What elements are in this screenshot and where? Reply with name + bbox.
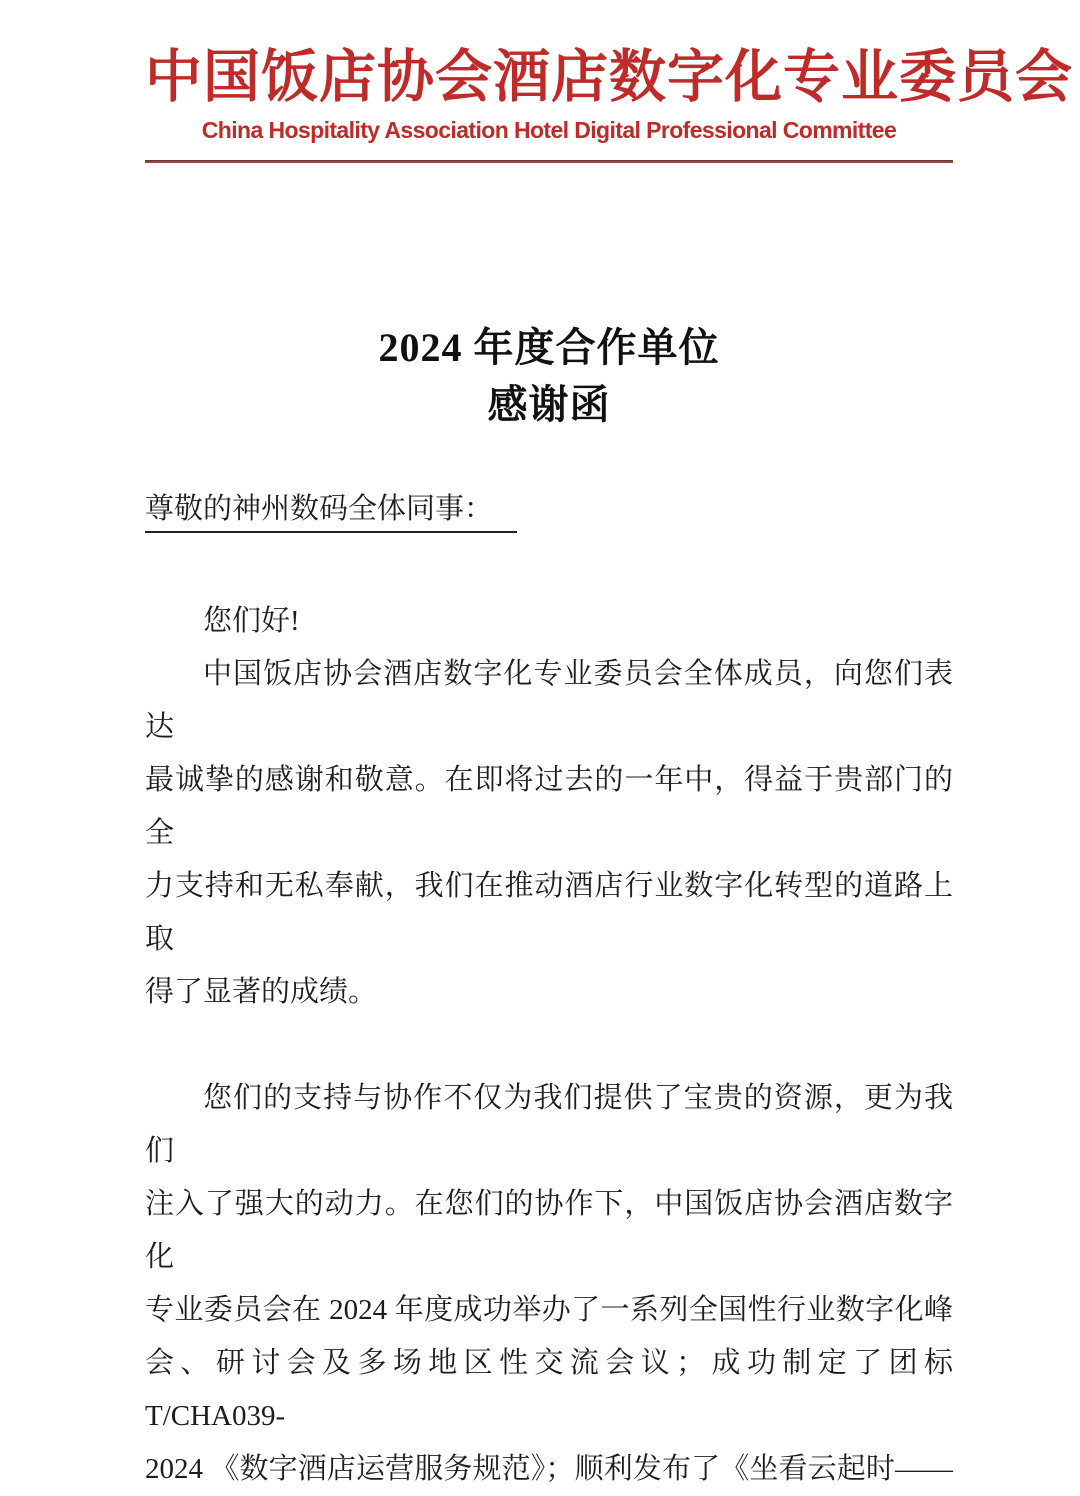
letter-title <box>145 319 953 433</box>
title-line-1: 2024 年度合作单位 <box>378 325 720 371</box>
body-line: 2024 《数字酒店运营服务规范》；顺利发布了《坐看云起时—— <box>145 1452 953 1485</box>
body-line: 注入了强大的动力。在您们的协作下，中国饭店协会酒店数字化 <box>145 1187 953 1273</box>
body-line: 力支持和无私奉献，我们在推动酒店行业数字化转型的道路上取 <box>145 869 953 955</box>
body-line: 会、研讨会及多场地区性交流会议；成功制定了团标 T/CHA039- <box>145 1346 953 1432</box>
body-line: 最诚挚的感谢和敬意。在即将过去的一年中，得益于贵部门的全 <box>145 763 953 849</box>
letterhead <box>145 46 1073 163</box>
letterhead-rule <box>145 160 953 163</box>
body-line: 专业委员会在 2024 年度成功举办了一系列全国性行业数字化峰 <box>145 1293 953 1326</box>
letter-body <box>145 595 953 1496</box>
salutation: 尊敬的神州数码全体同事： <box>145 491 517 532</box>
org-name-english: China Hospitality Association Hotel Digital Professional Committee <box>201 116 897 143</box>
salutation-row <box>145 491 953 532</box>
body-line: 得了显著的成绩。 <box>145 975 378 1008</box>
body-line: 您们好! <box>203 604 300 637</box>
body-line: 您们的支持与协作不仅为我们提供了宝贵的资源，更为我们 <box>145 1081 953 1167</box>
title-line-2: 感谢函 <box>487 382 611 428</box>
body-line: 中国饭店协会酒店数字化专业委员会全体成员，向您们表达 <box>145 657 953 743</box>
org-name-chinese: 中国饭店协会酒店数字化专业委员会 <box>145 46 1073 109</box>
